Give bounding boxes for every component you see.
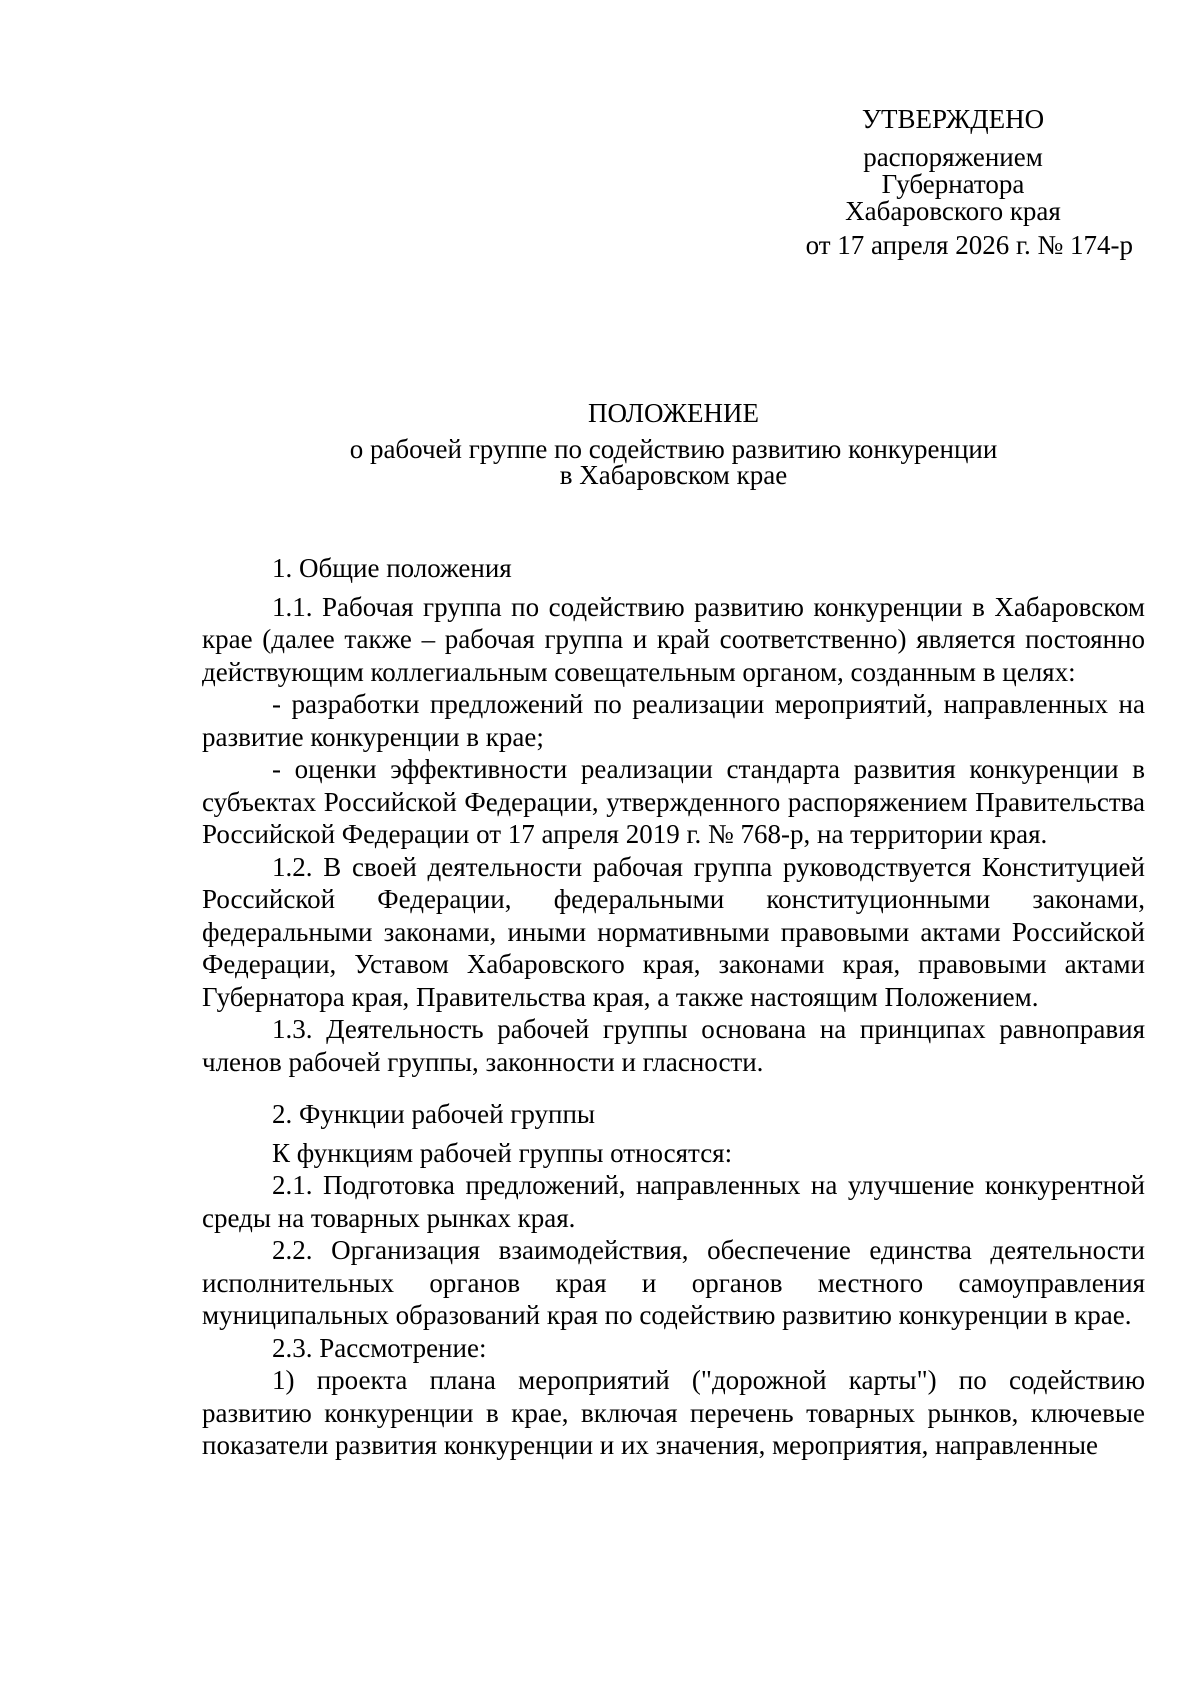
approval-line-region: Хабаровского края xyxy=(845,196,1061,226)
paragraph-1-1-item-a: - разработки предложений по реализации мероприятий, направленных на развитие конкуренции в крае; xyxy=(202,689,1145,752)
approval-line-governor: Губернатора xyxy=(881,169,1025,199)
paragraph-2-1: 2.1. Подготовка предложений, направленных на улучшение конкурентной среды на товарных рынках края. xyxy=(202,1170,1145,1233)
paragraph-1-1: 1.1. Рабочая группа по содействию развитию конкуренции в Хабаровском крае (далее также – рабочая группа и край соответственно) является постоянно действующим коллегиальным совещательным органом, созданным в целях: xyxy=(202,591,1145,687)
section-2-intro: К функциям рабочей группы относятся: xyxy=(272,1137,733,1168)
section-2-heading: 2. Функции рабочей группы xyxy=(272,1099,596,1129)
paragraph-2-3-item-1: 1) проекта плана мероприятий ("дорожной карты") по содействию развитию конкуренции в крае, включая перечень товарных рынков, ключевые показатели развития конкуренции и их значения, мероприятия, направленные xyxy=(202,1365,1145,1460)
paragraph-1-2: 1.2. В своей деятельности рабочая группа руководствуется Конституцией Российской Федерации, федеральными конституционными законами, федеральными законами, иными нормативными правовыми актами Российской Федерации, Уставом Хабаровского края, законами края, правовыми актами Губернатора края, Правительства края, а также настоящим Положением. xyxy=(202,851,1145,1012)
document-subtitle-line1: о рабочей группе по содействию развитию конкуренции xyxy=(349,434,998,464)
approval-block xyxy=(773,104,1133,260)
document-title: ПОЛОЖЕНИЕ xyxy=(588,398,759,428)
paragraph-2-3: 2.3. Рассмотрение: xyxy=(272,1332,487,1363)
paragraph-2-2: 2.2. Организация взаимодействия, обеспечение единства деятельности исполнительных органов края и органов местного самоуправления муниципальных образований края по содействию развитию конкуренции в крае. xyxy=(202,1235,1145,1330)
approval-title: УТВЕРЖДЕНО xyxy=(861,104,1045,134)
approval-line-order: распоряжением xyxy=(863,142,1043,172)
document-body xyxy=(202,552,1145,1462)
paragraph-1-3: 1.3. Деятельность рабочей группы основана на принципах равноправия членов рабочей группы, законности и гласности. xyxy=(202,1014,1145,1077)
section-1-heading: 1. Общие положения xyxy=(272,553,512,583)
document-title-block xyxy=(202,398,1145,488)
document-subtitle-line2: в Хабаровском крае xyxy=(559,460,788,490)
approval-date: от 17 апреля 2026 г. № 174-р xyxy=(805,230,1133,260)
paragraph-1-1-item-b: - оценки эффективности реализации стандарта развития конкуренции в субъектах Российской Федерации, утвержденного распоряжением Правительства Российской Федерации от 17 апреля 2019 г. № 768-р, на территории края. xyxy=(202,754,1145,849)
